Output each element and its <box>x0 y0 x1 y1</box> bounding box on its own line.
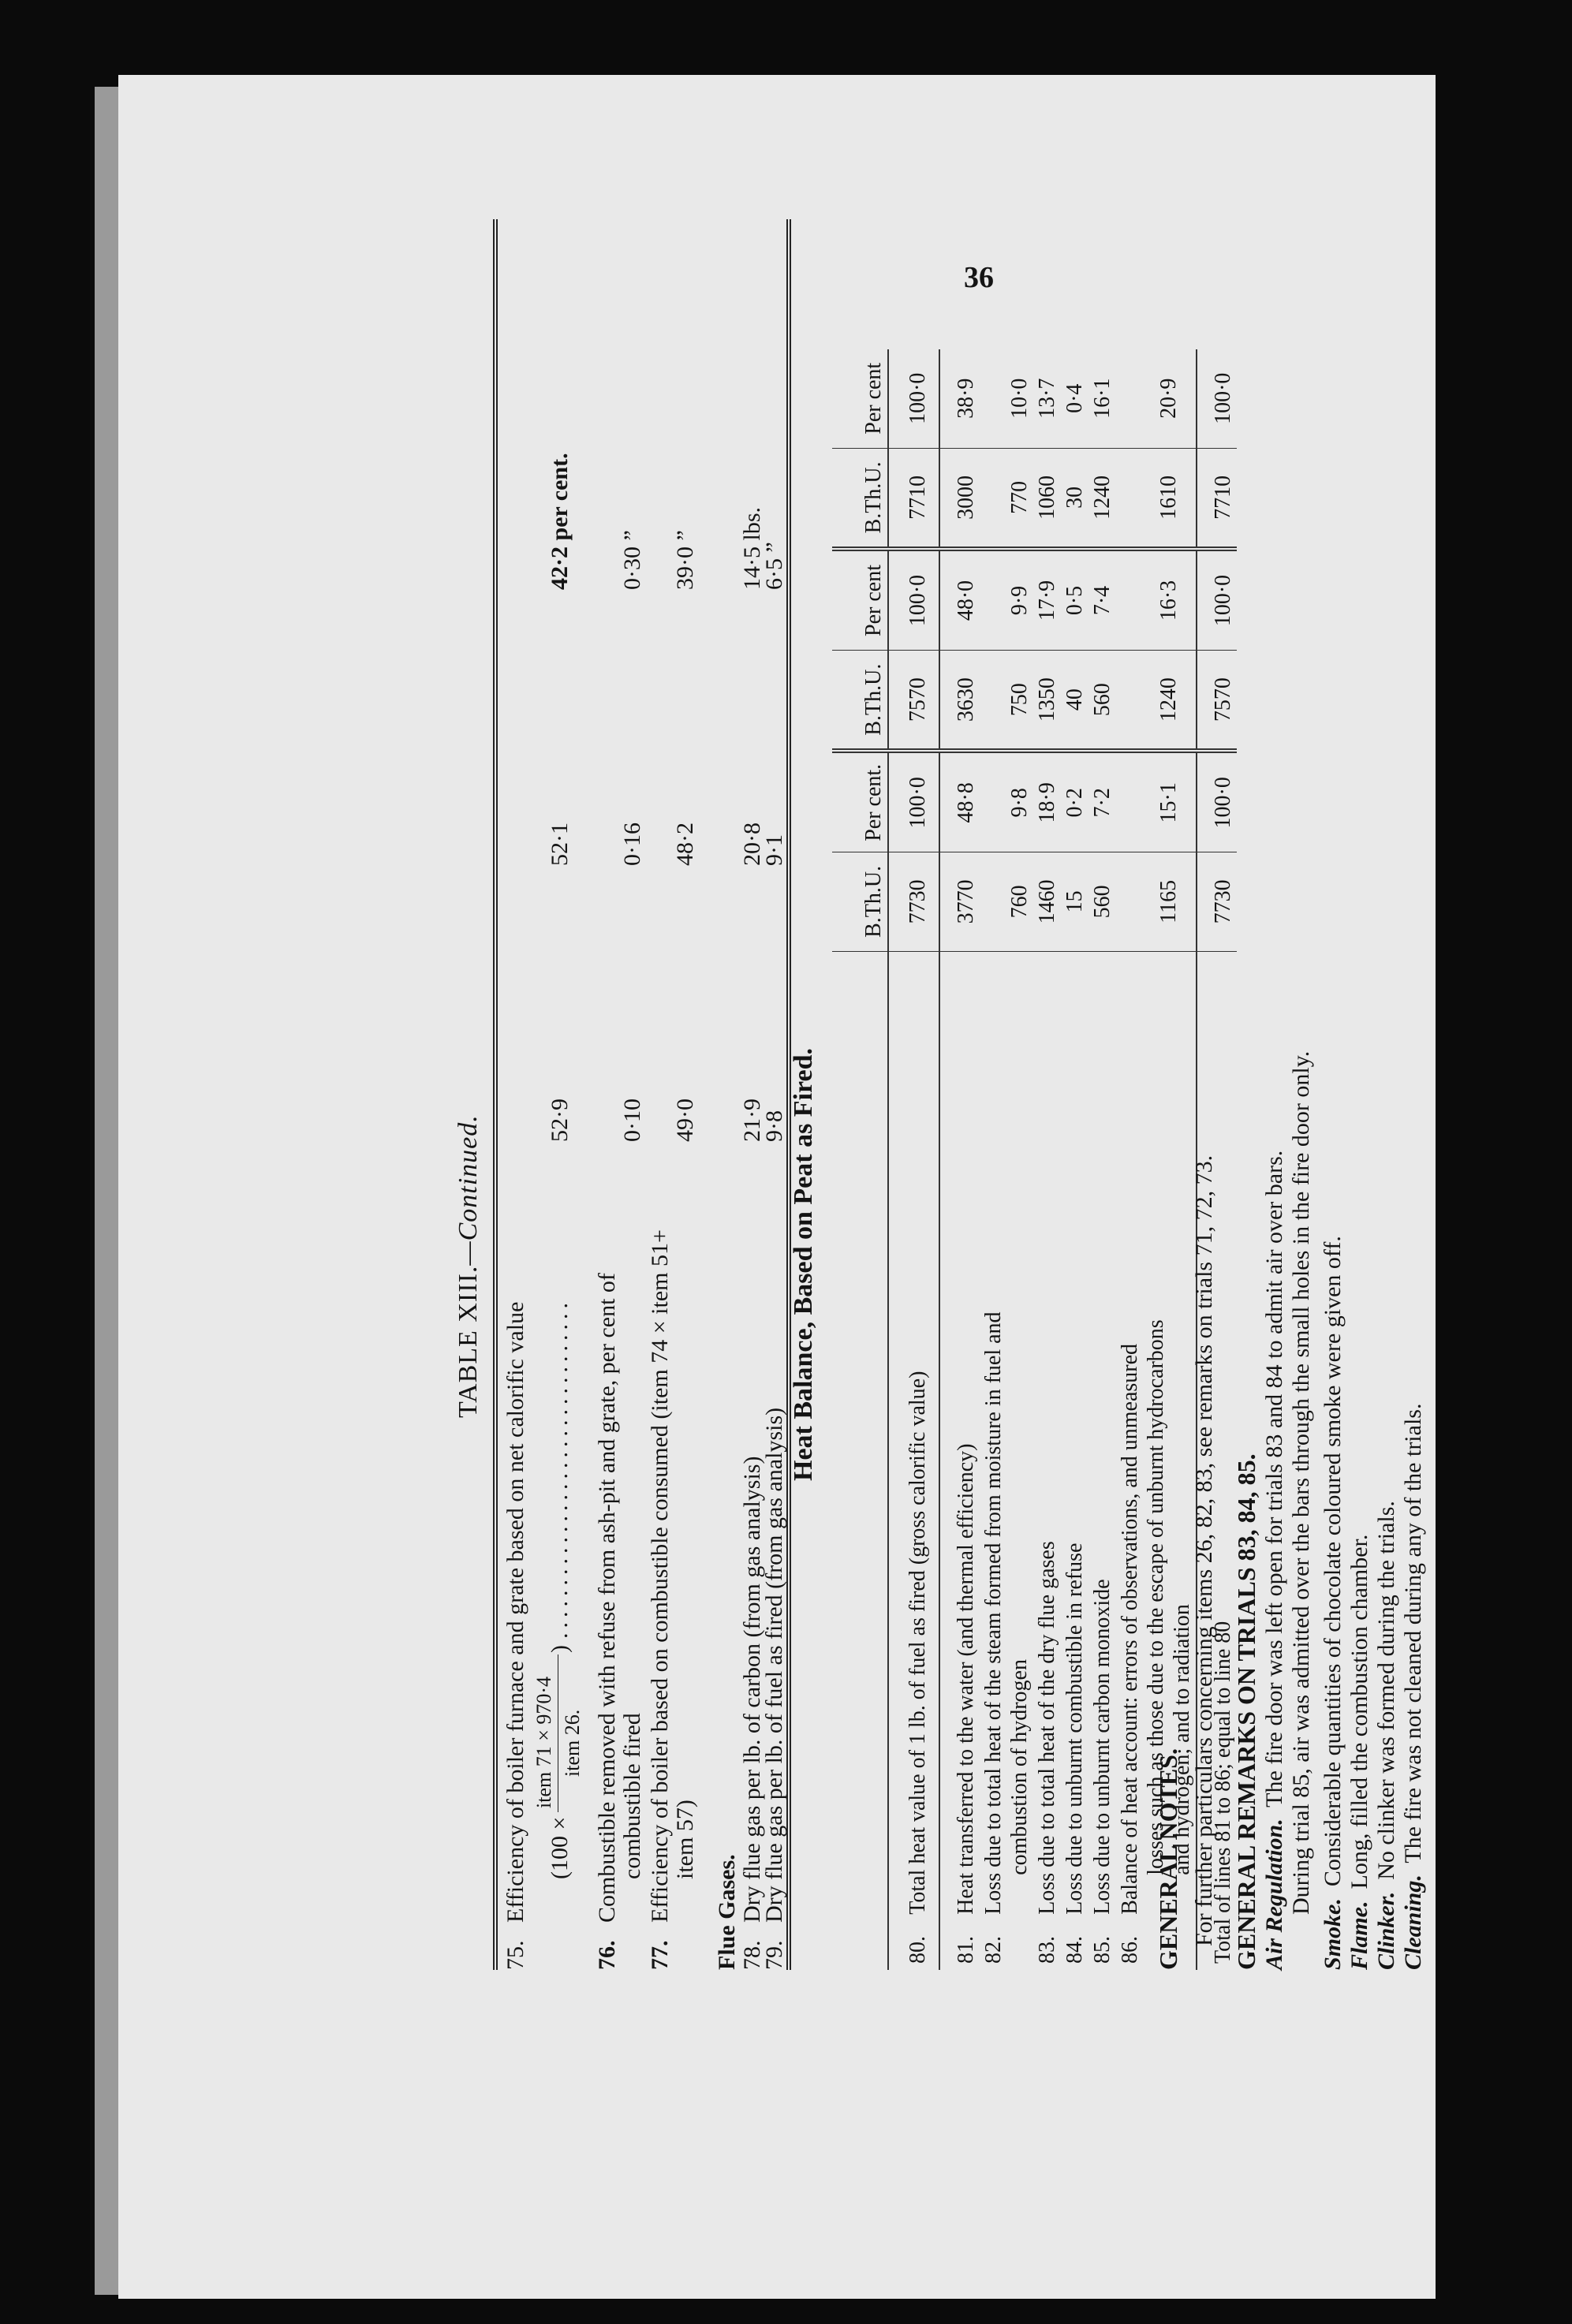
row-value: 7·4 <box>1088 549 1116 650</box>
remark-text: Long, filled the combustion chamber. <box>1346 1534 1372 1889</box>
general-notes-text: For further particulars concerning items 26, 82, 83, see remarks on trials 71, 72, 73. <box>1191 1155 1217 1946</box>
item-77-value-1: 49·0 <box>672 1099 698 1142</box>
item-79-text: Dry flue gas per lb. of fuel as fired (from gas analysis) <box>761 1407 787 1923</box>
remark-text: The fire door was left open for trials 83 and 84 to admit air over bars. <box>1261 1150 1287 1807</box>
item-75-formula-lead: (100 × <box>547 1816 573 1879</box>
item-79-value-3: 6·5 ” <box>761 542 787 590</box>
row-number: 86. <box>1118 1936 1142 1964</box>
item-78-value-2: 20·8 <box>739 823 765 866</box>
row-value: 770 <box>980 448 1033 549</box>
row-value: 18·9 <box>1033 751 1061 852</box>
row-value: 100·0 <box>888 751 939 852</box>
row-value: 7710 <box>888 448 939 549</box>
item-75-leader-dots: ................................ <box>547 1298 573 1639</box>
remark-label: Flame. <box>1346 1901 1372 1970</box>
item-79-value-2: 9·1 <box>761 834 787 866</box>
item-78-value-1: 21·9 <box>739 1099 765 1142</box>
item-78-text: Dry flue gas per lb. of carbon (from gas analysis) <box>739 1456 765 1923</box>
row-value: 3770 <box>939 852 980 951</box>
row-value: 100·0 <box>888 549 939 650</box>
row-value: 7730 <box>888 852 939 951</box>
row-number: 85. <box>1090 1936 1115 1964</box>
row-value: 15 <box>1061 852 1088 951</box>
item-76-text: Combustible removed with refuse from ash-pit and grate, per cent of <box>594 1273 620 1923</box>
header-percent-3: Per cent <box>832 349 888 448</box>
general-remarks-heading: GENERAL REMARKS ON TRIALS 83, 84, 85. <box>1232 1453 1260 1970</box>
heat-balance-title: Heat Balance, Based on Peat as Fired. <box>789 1048 818 1481</box>
remark-text: Considerable quantities of chocolate coloured smoke were given off. <box>1320 1236 1346 1887</box>
row-value: 16·1 <box>1090 378 1115 419</box>
row-value: 750 <box>980 650 1033 751</box>
row-value: 0·4 <box>1062 383 1087 413</box>
remark-flame <box>1346 1051 1373 1970</box>
header-percent-1: Per cent. <box>832 751 888 852</box>
item-76-value-1: 0·10 <box>619 1099 645 1142</box>
item-75-value-2: 52·1 <box>547 823 573 866</box>
item-78-value-3: 14·5 lbs. <box>739 507 765 590</box>
item-76-value-3: 0·30 ” <box>619 530 645 590</box>
table-row <box>1088 349 1116 1970</box>
row-value: 15·1 <box>1116 751 1197 852</box>
row-number: 81. <box>954 1936 978 1964</box>
item-77-value-3: 39·0 ” <box>672 530 698 590</box>
row-value: 1240 <box>1088 448 1116 549</box>
row-description: Heat transferred to the water (and thermal efficiency) <box>939 951 980 1921</box>
row-value: 48·8 <box>939 751 980 852</box>
item-79-number: 79. <box>761 1940 787 1970</box>
remark-cleaning <box>1400 1051 1427 1970</box>
table-row <box>939 349 980 1970</box>
row-description: Total of lines 81 to 86; equal to line 80 <box>1197 951 1237 1970</box>
header-blank-description <box>832 951 888 1921</box>
row-value: 100·0 <box>1197 549 1237 650</box>
row-description-line: combustion of hydrogen <box>1007 1659 1032 1875</box>
row-value: 1240 <box>1116 650 1197 751</box>
table-row <box>1033 349 1061 1970</box>
item-77-number: 77. <box>647 1940 673 1970</box>
remark-label: Smoke. <box>1320 1898 1346 1970</box>
row-number: 84. <box>1062 1936 1087 1964</box>
row-number: 83. <box>1035 1936 1059 1964</box>
row-value: 1060 <box>1033 448 1061 549</box>
row-value: 16·3 <box>1116 549 1197 650</box>
table-title-main: TABLE XIII. <box>454 1265 483 1418</box>
row-number: 80. <box>888 1921 939 1970</box>
row-value: 10·0 <box>1007 378 1032 419</box>
table-row <box>980 349 1033 1970</box>
item-77-text-cont: item 57) <box>672 1800 698 1879</box>
row-value: 9·9 <box>980 549 1033 650</box>
row-value: 3630 <box>939 650 980 751</box>
header-percent-2: Per cent <box>832 549 888 650</box>
table-title <box>454 1114 484 1418</box>
remark-label: Air Regulation. <box>1261 1819 1287 1970</box>
flue-gases-heading: Flue Gases. <box>714 1854 740 1970</box>
rotated-page-content <box>454 219 1426 1970</box>
remark-air-regulation <box>1261 1051 1288 1970</box>
remark-label: Clinker. <box>1373 1891 1399 1970</box>
row-description-line: Loss due to total heat of the steam formed from moisture in fuel and <box>981 1311 1006 1915</box>
row-description: Loss due to total heat of the dry flue gases <box>1033 951 1061 1921</box>
item-75-formula-close: ) <box>547 1645 573 1653</box>
row-value: 7570 <box>888 650 939 751</box>
item-75-value-3: 42·2 per cent. <box>547 453 573 590</box>
row-value: 20·9 <box>1156 378 1181 419</box>
item-78-number: 78. <box>739 1940 765 1970</box>
item-77-text: Efficiency of boiler based on combustible consumed (item 74 × item 51+ <box>647 1229 673 1923</box>
row-value: 9·8 <box>980 751 1033 852</box>
item-75-formula-denominator: item 26. <box>561 1709 584 1777</box>
row-number: 82. <box>981 1936 1006 1964</box>
row-value: 560 <box>1088 650 1116 751</box>
row-value: 7730 <box>1197 852 1237 951</box>
heat-balance-header-row <box>832 349 888 1970</box>
row-value: 48·0 <box>939 549 980 650</box>
row-value: 1460 <box>1033 852 1061 951</box>
item-76-number: 76. <box>594 1940 620 1970</box>
row-value: 1350 <box>1033 650 1061 751</box>
remark-clinker <box>1373 1051 1400 1970</box>
row-description-line: losses such as those due to the escape of unburnt hydrocarbons <box>1144 1319 1168 1875</box>
row-value: 100·0 <box>1197 349 1237 448</box>
row-description: Loss due to unburnt carbon monoxide <box>1088 951 1116 1921</box>
page-number: 36 <box>964 261 994 294</box>
remark-text: No clinker was formed during the trials. <box>1373 1501 1399 1880</box>
title-rule <box>493 219 498 1970</box>
row-value: 38·9 <box>954 378 978 419</box>
row-value: 100·0 <box>1197 751 1237 852</box>
row-value: 40 <box>1061 650 1088 751</box>
item-75-text: Efficiency of boiler furnace and grate based on net calorific value <box>502 1301 528 1923</box>
item-77-value-2: 48·2 <box>672 823 698 866</box>
row-value: 30 <box>1061 448 1088 549</box>
row-value: 7·2 <box>1088 751 1116 852</box>
table-title-suffix: —Continued. <box>454 1114 483 1266</box>
row-description <box>980 951 1033 1921</box>
row-value: 3000 <box>939 448 980 549</box>
table-row <box>1061 349 1088 1970</box>
remark-smoke <box>1320 1051 1346 1970</box>
row-description: Loss due to unburnt combustible in refuse <box>1061 951 1088 1921</box>
item-75-formula-numerator: item 71 × 970·4 <box>532 1676 555 1808</box>
row-description-line: and hydrogen; and to radiation <box>1170 1604 1194 1875</box>
row-value: 0·5 <box>1061 549 1088 650</box>
row-value: 1165 <box>1116 852 1197 951</box>
row-description: Total heat value of 1 lb. of fuel as fired (gross calorific value) <box>888 951 939 1921</box>
header-blank-number <box>832 1921 888 1970</box>
row-value: 17·9 <box>1033 549 1061 650</box>
table-row <box>888 349 939 1970</box>
row-value: 760 <box>980 852 1033 951</box>
header-btu-1: B.Th.U. <box>832 852 888 951</box>
row-value: 0·2 <box>1061 751 1088 852</box>
item-76-value-2: 0·16 <box>619 823 645 866</box>
remark-label: Cleaning. <box>1400 1874 1426 1970</box>
item-79-value-1: 9·8 <box>761 1110 787 1142</box>
row-value: 560 <box>1088 852 1116 951</box>
remark-text: The fire was not cleaned during any of the trials. <box>1400 1403 1426 1863</box>
row-value: 7570 <box>1197 650 1237 751</box>
header-btu-3: B.Th.U. <box>832 448 888 549</box>
general-notes <box>1154 1051 1427 1970</box>
remark-air-regulation-cont: During trial 85, air was admitted over the bars through the small holes in the fire door only. <box>1288 1050 1314 1915</box>
item-76-text-cont: combustible fired <box>619 1713 645 1879</box>
header-btu-2: B.Th.U. <box>832 650 888 751</box>
row-value: 100·0 <box>888 349 939 448</box>
item-75-number: 75. <box>502 1940 528 1970</box>
item-75-value-1: 52·9 <box>547 1099 573 1142</box>
row-description-line: Balance of heat account: errors of observations, and unmeasured <box>1118 1343 1142 1915</box>
page-edge-shadow <box>95 87 118 2295</box>
row-value: 7710 <box>1197 448 1237 549</box>
row-value: 13·7 <box>1035 378 1059 419</box>
general-notes-heading: GENERAL NOTES. <box>1154 1748 1182 1970</box>
row-value: 1610 <box>1116 448 1197 549</box>
